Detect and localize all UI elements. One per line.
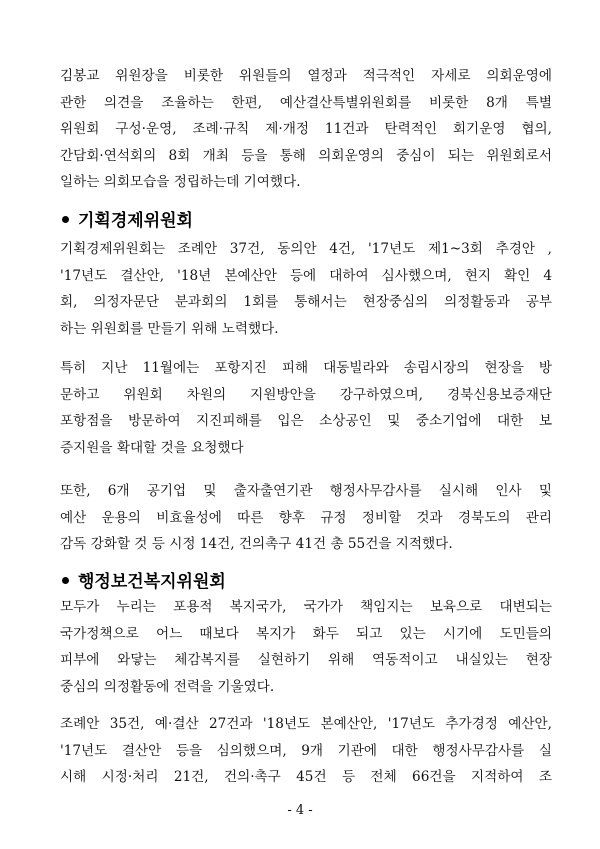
text-line: 조례안 35건, 예·결산 27건과 '18년도 본예산안, '17년도 추가경정 예산안, (60, 716, 552, 732)
text-line: 특히 지난 11월에는 포항지진 피해 대동빌라와 송림시장의 현장을 방 (60, 360, 552, 376)
planning-paragraph-3 (60, 478, 552, 558)
text-line: '17년도 결산안, '18년 본예산안 등에 대하여 심사했으며, 현지 확인 4 (60, 267, 552, 284)
text-line: 시해 시정·처리 21건, 건의·촉구 45건 등 전체 66건을 지적하여 조 (60, 769, 552, 785)
text-line: 국가정책으로 어느 때보다 복지가 화두 되고 있는 시기에 도민들의 (60, 625, 552, 642)
text-line: 중심의 의정활동에 전력을 기울였다. (60, 678, 275, 695)
text-line: 일하는 의회모습을 정립하는데 기여했다. (60, 174, 301, 190)
text-line: 관한 의견을 조율하는 한편, 예산결산특별위원회를 비롯한 8개 특별 (60, 94, 552, 111)
admin-paragraph-1 (60, 594, 552, 700)
text-line: 예산 운용의 비효율성에 따른 향후 규정 정비할 것과 경북도의 관리 (60, 509, 552, 526)
text-line: 또한, 6개 공기업 및 출자출연기관 행정사무감사를 실시해 인사 및 (60, 483, 552, 499)
text-line: 모두가 누리는 포용적 복지국가, 국가가 책임지는 보육으로 대변되는 (60, 599, 552, 615)
text-line: 하는 위원회를 만들기 위해 노력했다. (60, 320, 279, 337)
page-number: - 4 - (287, 803, 313, 818)
text-line: 간담회·연석회의 8회 개최 등을 통해 의회운영의 중심이 되는 위원회로서 (60, 147, 552, 164)
admin-paragraph-2 (60, 711, 552, 791)
bullet-icon (62, 577, 69, 584)
section-heading-admin (62, 567, 226, 597)
text-line: 증지원을 확대할 것을 요청했다 (60, 439, 244, 456)
section-heading-text: 기획경제위원회 (78, 211, 193, 231)
text-line: 감독 강화할 것 등 시정 14건, 건의촉구 41건 총 55건을 지적했다. (60, 536, 453, 552)
text-line: 피부에 와닿는 체감복지를 실현하기 위해 역동적이고 내실있는 현장 (60, 652, 552, 668)
text-line: 김봉교 위원장을 비롯한 위원들의 열정과 적극적인 자세로 의회운영에 (60, 68, 552, 84)
text-line: 회, 의정자문단 분과회의 1회를 통해서는 현장중심의 의정활동과 공부 (60, 294, 552, 310)
section-heading-text: 행정보건복지위원회 (78, 572, 226, 592)
text-line: '17년도 결산안 등을 심의했으며, 9개 기관에 대한 행정사무감사를 실 (60, 742, 552, 759)
text-line: 기획경제위원회는 조례안 37건, 동의안 4건, '17년도 제1~3회 추경안 , (60, 241, 552, 257)
planning-paragraph-1 (60, 236, 552, 342)
bullet-icon (62, 216, 69, 223)
planning-paragraph-2 (60, 355, 552, 461)
text-line: 위원회 구성·운영, 조례·규칙 제·개정 11건과 탄력적인 회기운영 협의, (60, 121, 552, 137)
intro-paragraph (60, 63, 552, 196)
text-line: 문하고 위원회 차원의 지원방안을 강구하였으며, 경북신용보증재단 (60, 386, 552, 403)
section-heading-planning (62, 206, 193, 236)
text-line: 포항점을 방문하여 지진피해를 입은 소상공인 및 중소기업에 대한 보 (60, 413, 552, 429)
